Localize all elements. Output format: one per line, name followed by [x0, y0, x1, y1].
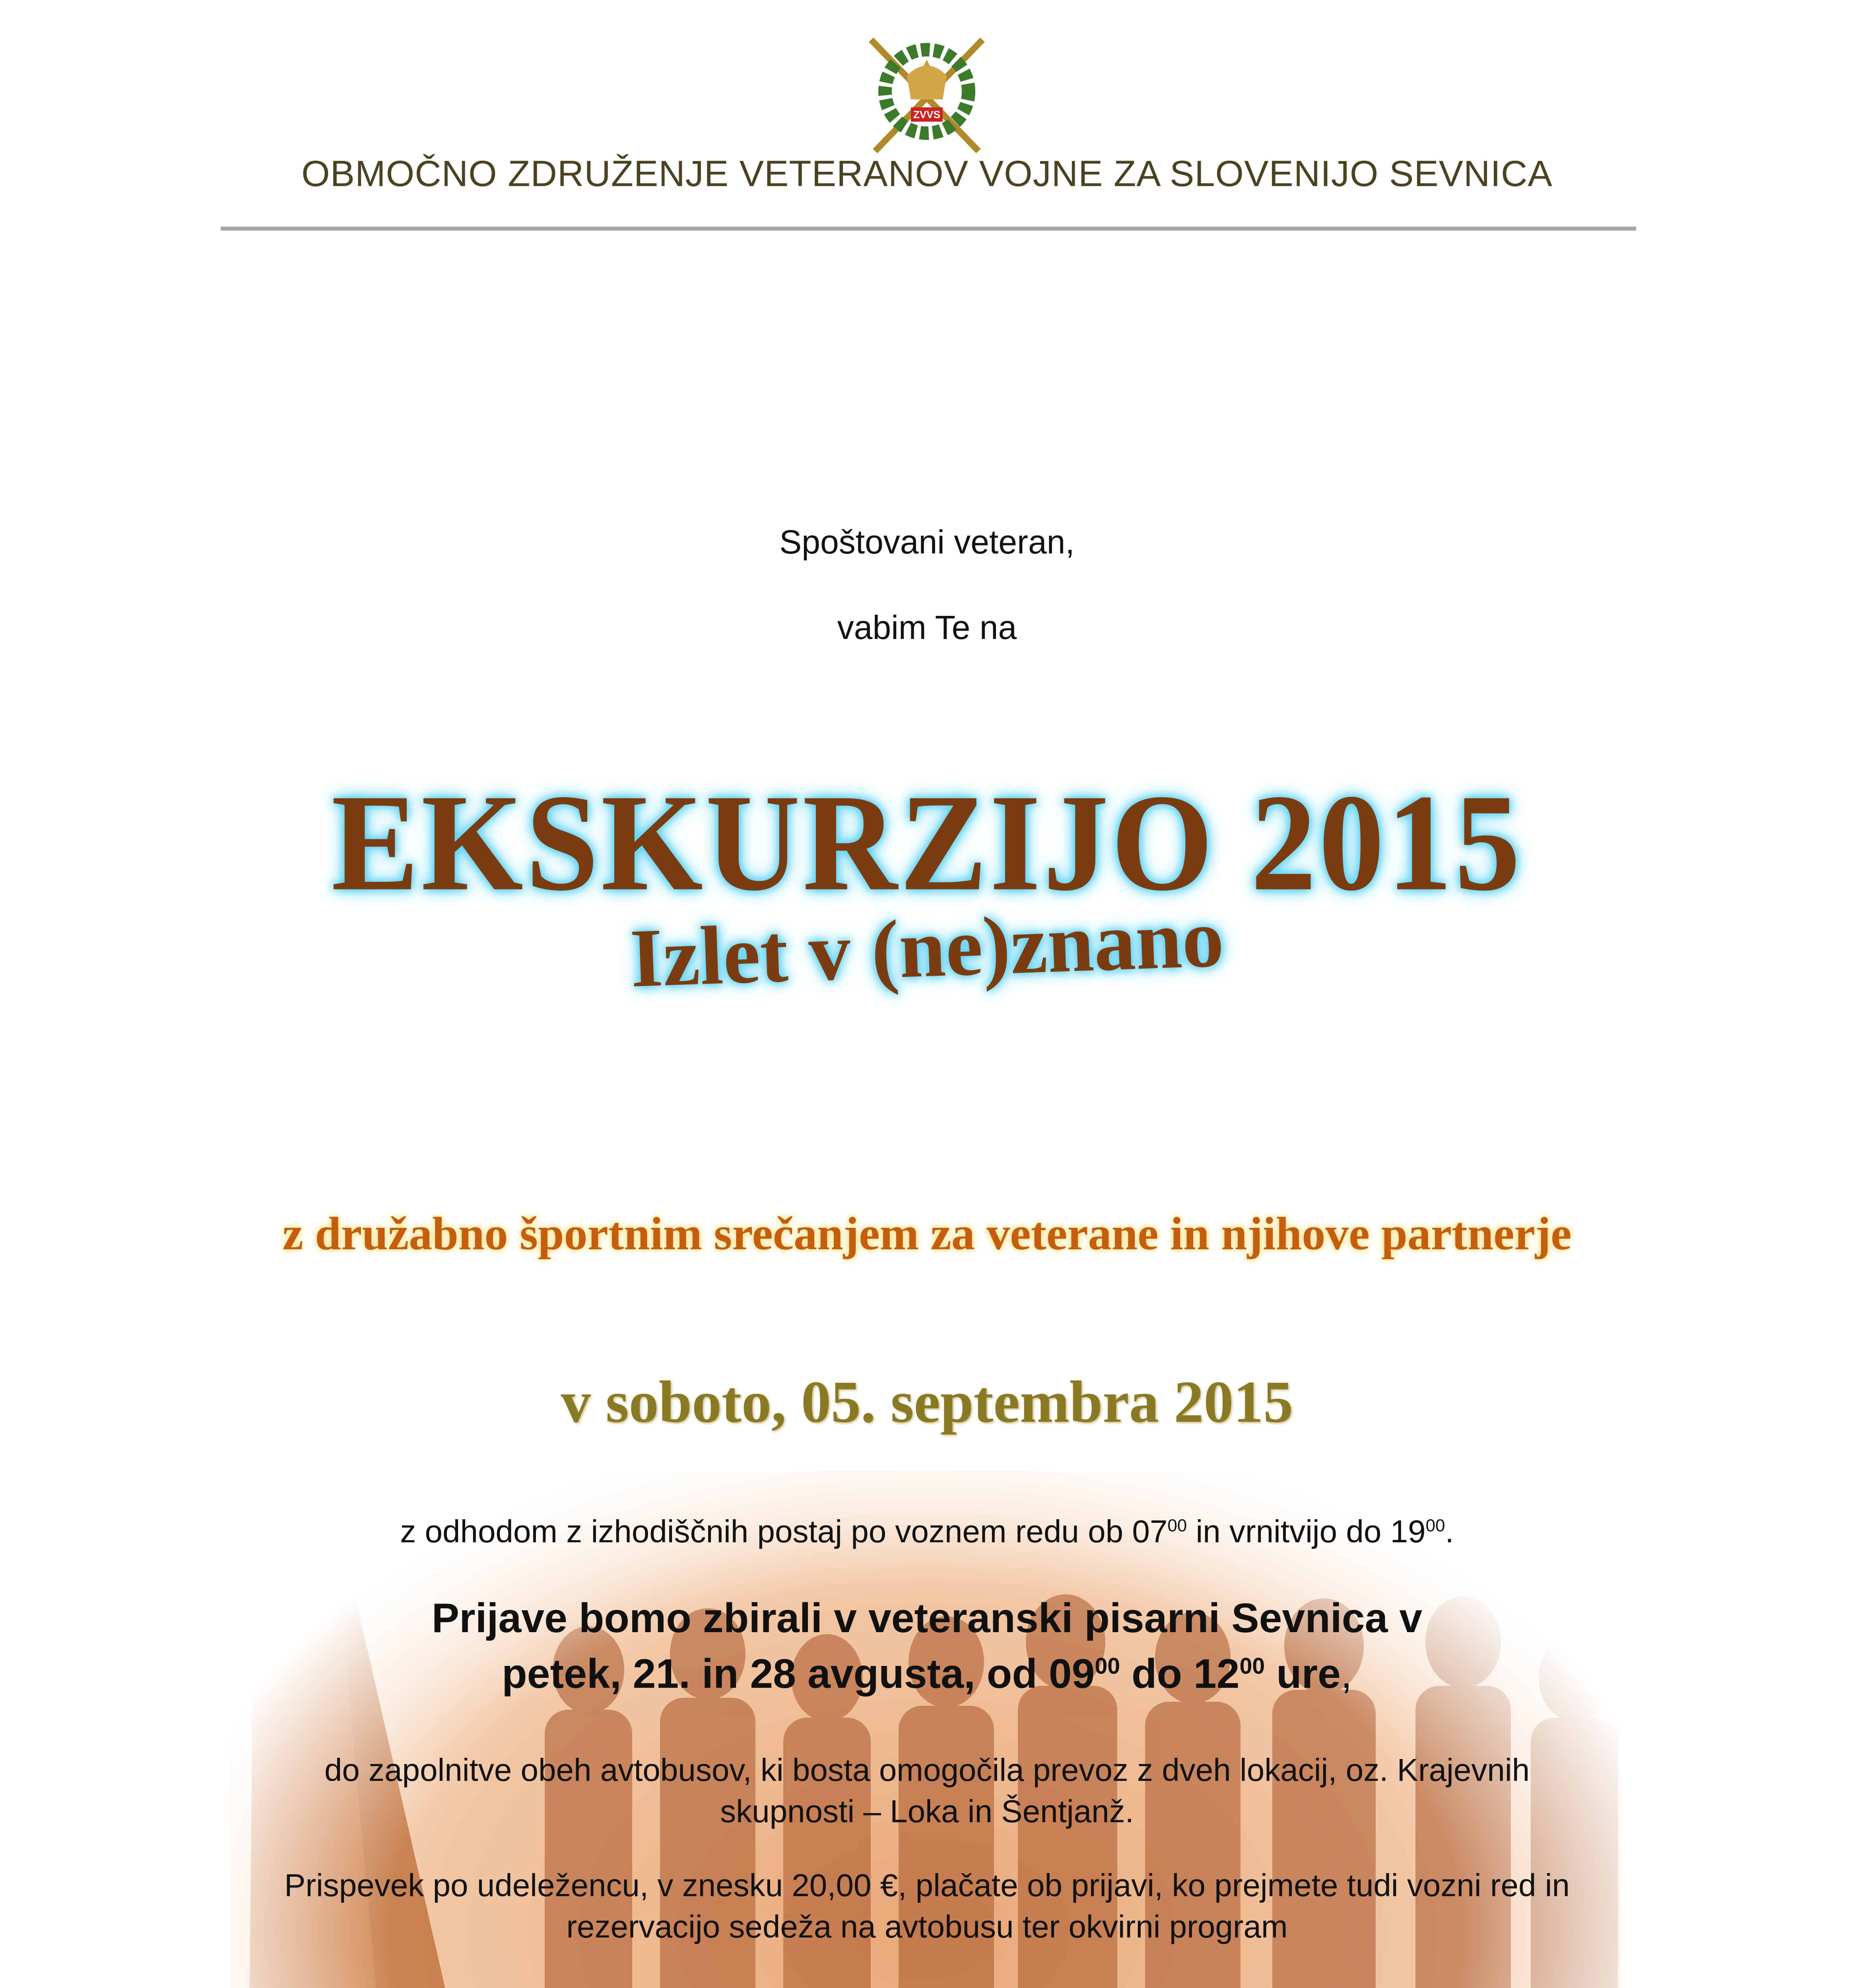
registration-line-2: petek, 21. in 28 avgusta, od $09^{00}$ do $12^{00}$ ure,: [502, 1651, 1352, 1697]
logo-text: ZVVS: [913, 109, 940, 120]
invite-line: vabim Te na: [837, 609, 1017, 646]
organization-name: OBMOČNO ZDRUŽENJE VETERANOV VOJNE ZA SLOVENIJO SEVNICA: [301, 153, 1553, 194]
sub-title: Izlet v (ne)znano: [629, 892, 1225, 1005]
event-date: v soboto, 05. septembra 2015: [561, 1369, 1293, 1435]
departure-info: z odhodom z izhodiščnih postaj po voznem redu ob $07^{00}$ in vrnitvijo do $19^{00}$.: [400, 1514, 1454, 1549]
organization-logo: [847, 32, 1006, 155]
contribution-info: Prispevek po udeležencu, v znesku 20,00 €, plačate ob prijavi, ko prejmete tudi vozni red in rezervacijo sedeža na avtobusu ter okvirni program: [284, 1868, 1570, 1944]
header-divider: [221, 227, 1636, 231]
salutation: Spoštovani veteran,: [779, 523, 1075, 561]
bus-capacity-info: do zapolnitve obeh avtobusov, ki bosta omogočila prevoz z dveh lokacij, oz. Krajevnih skupnosti – Loka in Šentjanž.: [324, 1752, 1530, 1829]
event-subheading: z družabno športnim srečanjem za veterane in njihove partnerje: [282, 1208, 1572, 1260]
main-title: EKSKURZIJO 2015: [331, 766, 1523, 920]
registration-info: [0, 1590, 1854, 1702]
registration-line-1: Prijave bomo zbirali v veteranski pisarni Sevnica v: [431, 1595, 1423, 1641]
